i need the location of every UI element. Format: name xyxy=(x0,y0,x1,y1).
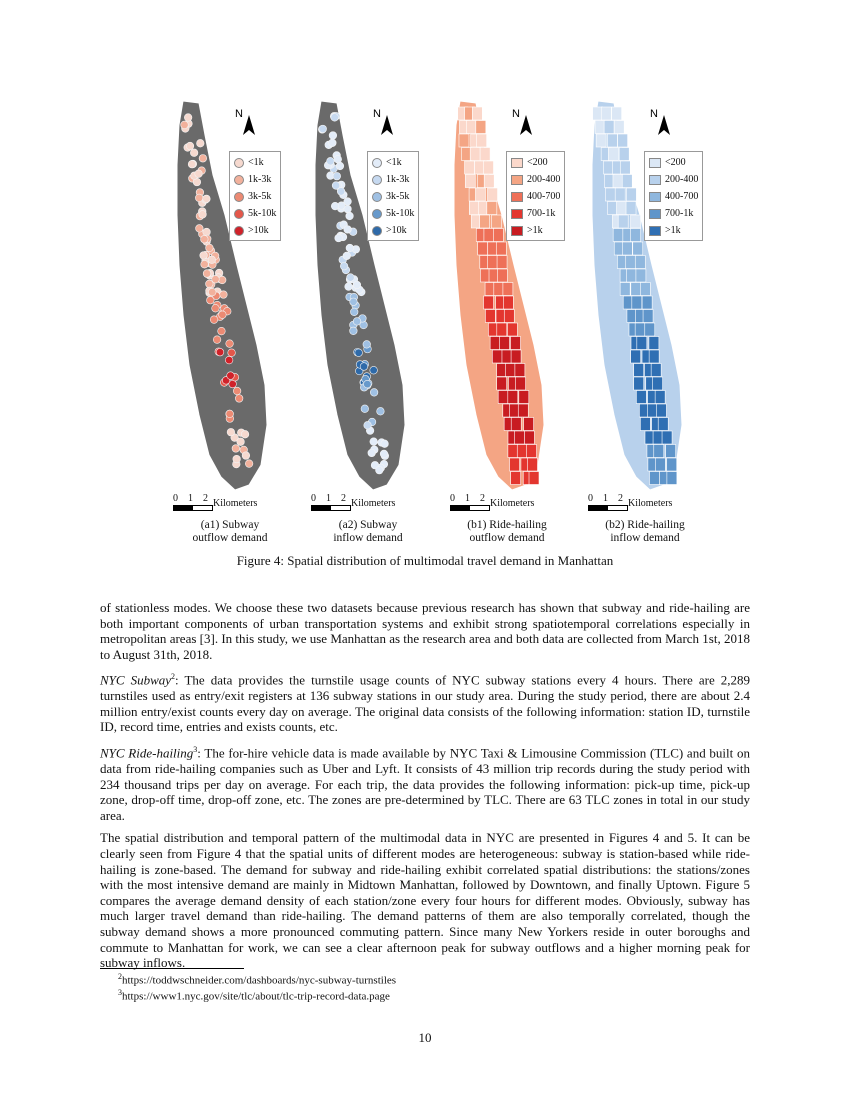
subway-station xyxy=(241,430,249,438)
legend-item xyxy=(372,222,414,239)
legend-swatch xyxy=(372,226,382,236)
tlc-zone xyxy=(605,188,615,201)
tlc-zone xyxy=(511,418,521,431)
subway-station xyxy=(340,262,348,270)
tlc-zone xyxy=(502,350,512,363)
subway-station xyxy=(377,407,385,415)
tlc-zone xyxy=(515,431,525,444)
legend-label: 3k-5k xyxy=(386,191,410,202)
tlc-zone xyxy=(485,310,495,323)
map-legend xyxy=(367,151,419,241)
tlc-zone xyxy=(519,391,529,404)
subway-station xyxy=(355,349,363,357)
legend-swatch xyxy=(234,226,244,236)
tlc-zone xyxy=(654,445,664,458)
tlc-zone xyxy=(603,161,613,174)
tlc-zone xyxy=(633,242,643,255)
tlc-zone xyxy=(527,445,537,458)
legend-item xyxy=(511,171,560,188)
subway-station xyxy=(333,172,341,180)
tlc-zone xyxy=(656,404,666,417)
tlc-zone xyxy=(631,350,641,363)
subway-station xyxy=(203,195,211,203)
subway-station xyxy=(347,274,355,282)
legend-label: <1k xyxy=(248,157,264,168)
subway-station xyxy=(361,405,369,413)
subway-station xyxy=(350,308,358,316)
subway-station xyxy=(353,281,361,289)
panel-caption: (a2) Subway inflow demand xyxy=(333,519,403,544)
tlc-zone xyxy=(618,134,628,147)
subway-station xyxy=(319,125,327,133)
tlc-zone xyxy=(503,283,513,296)
tlc-zone xyxy=(500,337,510,350)
tlc-zone xyxy=(475,161,485,174)
tlc-zone xyxy=(524,418,534,431)
tlc-zone xyxy=(496,242,506,255)
tlc-zone xyxy=(508,391,518,404)
tlc-zone xyxy=(635,256,645,269)
subway-station xyxy=(368,449,376,457)
map-panel-a1 xyxy=(165,95,295,555)
legend-swatch xyxy=(511,209,523,219)
subway-station xyxy=(232,445,240,453)
tlc-zone xyxy=(640,418,650,431)
map-legend xyxy=(644,151,703,241)
scale-bar: 0 1 2 Kilometers xyxy=(173,493,258,509)
legend-label: 700-1k xyxy=(665,208,694,219)
tlc-zone xyxy=(640,283,650,296)
panel-caption: (b2) Ride-hailing inflow demand xyxy=(605,519,685,544)
subway-station xyxy=(370,438,378,446)
subway-station xyxy=(364,421,372,429)
figure-4 xyxy=(165,95,699,555)
legend-label: <200 xyxy=(527,157,548,168)
legend-label: 1k-3k xyxy=(386,174,410,185)
tlc-zone xyxy=(648,404,658,417)
tlc-zone xyxy=(467,121,477,134)
legend-label: 200-400 xyxy=(665,174,699,185)
subway-station xyxy=(345,283,353,291)
scale-bar: 0 1 2 Kilometers xyxy=(588,493,673,509)
tlc-zone xyxy=(607,134,617,147)
legend-item xyxy=(234,205,276,222)
legend-item xyxy=(511,188,560,205)
north-arrow-icon xyxy=(381,115,393,135)
tlc-zone xyxy=(651,364,661,377)
tlc-zone xyxy=(667,458,677,471)
north-arrow-label: N xyxy=(235,108,243,120)
tlc-zone xyxy=(483,161,493,174)
subway-station xyxy=(226,410,234,418)
subway-station xyxy=(346,212,354,220)
paragraph: NYC Subway$^2$: The data provides the turnstile usage counts of NYC subway stations every 4 hours. There are 2,289 turnstiles used as entry/exit registers at 136 subway stations in our study area. During the study period, there are about 2.4 million entry/exist counts every day on average. The original data consists of the following information: station ID, turnstile ID, record time, entries and exists counts, etc. xyxy=(100,672,750,735)
tlc-zone xyxy=(476,121,486,134)
legend-label: 700-1k xyxy=(527,208,556,219)
tlc-zone xyxy=(631,229,641,242)
legend-swatch xyxy=(372,209,382,219)
tlc-zone xyxy=(653,431,663,444)
subway-station xyxy=(360,363,368,371)
subway-station xyxy=(206,244,214,252)
subway-station xyxy=(346,244,354,252)
tlc-zone xyxy=(506,364,516,377)
panel-caption: (b1) Ride-hailing outflow demand xyxy=(467,519,547,544)
legend-item xyxy=(234,222,276,239)
legend-label: <200 xyxy=(665,157,686,168)
legend-label: 400-700 xyxy=(665,191,699,202)
legend-swatch xyxy=(511,226,523,236)
tlc-zone xyxy=(484,296,494,309)
tlc-zone xyxy=(604,121,614,134)
subway-station xyxy=(245,460,253,468)
tlc-zone xyxy=(596,134,606,147)
tlc-zone xyxy=(484,175,494,188)
tlc-zone xyxy=(484,229,494,242)
tlc-zone xyxy=(524,431,534,444)
tlc-zone xyxy=(465,175,475,188)
tlc-zone xyxy=(488,256,498,269)
subway-station xyxy=(242,452,250,460)
subway-station xyxy=(195,194,203,202)
tlc-zone xyxy=(510,458,520,471)
tlc-zone xyxy=(622,242,632,255)
subway-station xyxy=(336,162,344,170)
north-arrow-icon xyxy=(658,115,670,135)
paragraph: of stationless modes. We choose these two datasets because previous research has shown that subway and ride-hailing are both important components of urban transportation systems and exhibit strong spatiotemporal correlations especially in metropolitan areas [3]. In this study, we use Manhattan as the research area and both data are collected from March 1st, 2018 to August 31th, 2018. xyxy=(100,600,750,662)
legend-label: >10k xyxy=(386,225,407,236)
legend-item xyxy=(234,171,276,188)
north-arrow-icon xyxy=(243,115,255,135)
legend-item xyxy=(511,154,560,171)
tlc-zone xyxy=(477,134,487,147)
tlc-zone xyxy=(497,256,507,269)
north-arrow-label: N xyxy=(373,108,381,120)
legend-item xyxy=(234,154,276,171)
tlc-zone xyxy=(470,148,480,161)
subway-station xyxy=(380,450,388,458)
tlc-zone xyxy=(528,458,538,471)
legend-swatch xyxy=(372,158,382,168)
map-panel-b2 xyxy=(580,95,710,555)
subway-station xyxy=(364,380,372,388)
subway-station xyxy=(210,316,218,324)
footnote: $^2$https://toddwschneider.com/dashboards/nyc-subway-turnstiles xyxy=(118,972,397,987)
subway-station xyxy=(353,318,361,326)
subway-station xyxy=(218,327,226,335)
legend-swatch xyxy=(649,158,661,168)
tlc-zone xyxy=(494,283,504,296)
tlc-zone xyxy=(622,175,632,188)
subway-station xyxy=(381,440,389,448)
tlc-zone xyxy=(469,202,479,215)
legend-swatch xyxy=(372,192,382,202)
map-panel-a2 xyxy=(303,95,433,555)
tlc-zone xyxy=(635,323,645,336)
tlc-zone xyxy=(480,215,490,228)
legend-label: 5k-10k xyxy=(386,208,415,219)
tlc-zone xyxy=(510,337,520,350)
tlc-zone xyxy=(612,107,622,120)
tlc-zone xyxy=(493,229,503,242)
subway-station xyxy=(201,260,209,268)
north-arrow-label: N xyxy=(512,108,520,120)
subway-station xyxy=(213,336,221,344)
subway-station xyxy=(227,372,235,380)
subway-station xyxy=(201,235,209,243)
subway-station xyxy=(344,198,352,206)
paragraph: The spatial distribution and temporal pattern of the multimodal data in NYC are presented in Figures 4 and 5. It can be clearly seen from Figure 4 that the spatial units of different modes are heterogeneous: subway is station-based while ride-hailing is zone-based. The demand for subway and ride-hailing exhibit correlated spatial distributions: the stations/zones with the most intensive demand are mainly in Midtown Manhattan, followed by Downtown, and finally Uptown. Figure 5 compares the average demand density of each station/zone every four hours for different modes. Obviously, subway has much larger travel demand than ride-hailing. The demand patterns of them are also temporally correlated, though the subway demand shows a more pronounced commuting pattern. Since many New Yorkers reside in outer boroughs and commute to Manhattan for work, we can see a clear afternoon peak for subway outflows and a higher morning peak for subway inflows. xyxy=(100,830,750,971)
tlc-zone xyxy=(662,431,672,444)
north-arrow-icon xyxy=(520,115,532,135)
subway-station xyxy=(181,121,189,129)
tlc-zone xyxy=(636,391,646,404)
subway-station xyxy=(216,348,224,356)
tlc-zone xyxy=(626,202,636,215)
legend-swatch xyxy=(511,192,523,202)
subway-station xyxy=(219,311,227,319)
legend-swatch xyxy=(234,209,244,219)
subway-station xyxy=(218,276,226,284)
tlc-zone xyxy=(459,134,469,147)
tlc-zone xyxy=(626,188,636,201)
subway-station xyxy=(370,389,378,397)
tlc-zone xyxy=(516,377,526,390)
tlc-zone xyxy=(478,242,488,255)
subway-station xyxy=(186,142,194,150)
figure-caption: Figure 4: Spatial distribution of multimodal travel demand in Manhattan xyxy=(236,553,614,568)
legend-label: 200-400 xyxy=(527,174,561,185)
tlc-zone xyxy=(507,323,517,336)
legend-swatch xyxy=(511,175,523,185)
tlc-zone xyxy=(620,161,630,174)
subway-station xyxy=(343,252,351,260)
tlc-zone xyxy=(643,310,653,323)
tlc-zone xyxy=(613,229,623,242)
page-number: 10 xyxy=(418,1030,432,1045)
subway-station xyxy=(226,340,234,348)
tlc-zone xyxy=(472,107,482,120)
tlc-zone xyxy=(508,445,518,458)
tlc-zone xyxy=(666,445,676,458)
tlc-zone xyxy=(475,188,485,201)
subway-station xyxy=(331,202,339,210)
legend-label: >1k xyxy=(665,225,681,236)
legend-item xyxy=(649,188,698,205)
tlc-zone xyxy=(518,404,528,417)
subway-station xyxy=(227,428,235,436)
tlc-zone xyxy=(503,296,513,309)
subway-station xyxy=(220,291,228,299)
legend-item xyxy=(372,205,414,222)
legend-item xyxy=(372,188,414,205)
tlc-zone xyxy=(511,472,521,485)
tlc-zone xyxy=(614,121,624,134)
tlc-zone xyxy=(613,175,623,188)
legend-label: 5k-10k xyxy=(248,208,277,219)
subway-station xyxy=(225,356,233,364)
legend-item xyxy=(372,171,414,188)
tlc-zone xyxy=(655,391,665,404)
subway-station xyxy=(363,341,371,349)
subway-station xyxy=(344,226,352,234)
tlc-zone xyxy=(649,337,659,350)
map-legend xyxy=(506,151,565,241)
tlc-zone xyxy=(595,121,605,134)
tlc-zone xyxy=(636,269,646,282)
tlc-zone xyxy=(616,202,626,215)
tlc-zone xyxy=(667,472,677,485)
tlc-zone xyxy=(497,364,507,377)
map-panel-b1 xyxy=(442,95,572,555)
legend-item xyxy=(511,205,560,222)
subway-station xyxy=(350,327,358,335)
legend-item xyxy=(649,222,698,239)
subway-station xyxy=(197,139,205,147)
tlc-zone xyxy=(504,310,514,323)
tlc-zone xyxy=(487,202,497,215)
tlc-zone xyxy=(655,458,665,471)
subway-station xyxy=(331,114,339,122)
legend-item xyxy=(372,154,414,171)
legend-label: >10k xyxy=(248,225,269,236)
subway-station xyxy=(212,275,220,283)
legend-item xyxy=(511,222,560,239)
subway-station xyxy=(233,455,241,463)
tlc-zone xyxy=(634,377,644,390)
tlc-zone xyxy=(634,364,644,377)
tlc-zone xyxy=(653,377,663,390)
tlc-zone xyxy=(631,283,641,296)
tlc-zone xyxy=(511,350,521,363)
tlc-zone xyxy=(620,283,630,296)
legend-swatch xyxy=(649,226,661,236)
tlc-zone xyxy=(529,472,539,485)
subway-station xyxy=(335,234,343,242)
tlc-zone xyxy=(490,337,500,350)
paragraph: NYC Ride-hailing$^3$: The for-hire vehicle data is made available by NYC Taxi & Limousine Commission (TLC) and built on data from ride-hailing companies such as Uber and Lyft. It consists of 43 million trip records during the study period with 234 thousand trips per day on average. For each trip, the data provides the following information: pick-up time, pick-up zone, drop-off time, drop-off zone, etc. The zones are pre-determined by TLC. There are 63 TLC zones in total in our study area. xyxy=(100,745,750,823)
subway-station xyxy=(208,256,216,264)
tlc-zone xyxy=(601,107,611,120)
subway-station xyxy=(329,139,337,147)
legend-label: >1k xyxy=(527,225,543,236)
tlc-zone xyxy=(615,188,625,201)
subway-station xyxy=(199,211,207,219)
tlc-zone xyxy=(497,377,507,390)
subway-station xyxy=(327,157,335,165)
subway-station xyxy=(208,288,216,296)
map-legend xyxy=(229,151,281,241)
legend-label: 400-700 xyxy=(527,191,561,202)
tlc-zone xyxy=(497,269,507,282)
tlc-zone xyxy=(626,256,636,269)
legend-swatch xyxy=(372,175,382,185)
subway-station xyxy=(195,170,203,178)
tlc-zone xyxy=(632,296,642,309)
legend-swatch xyxy=(649,209,661,219)
subway-station xyxy=(370,366,378,374)
subway-station xyxy=(184,114,192,122)
subway-station xyxy=(212,304,220,312)
tlc-zone xyxy=(608,202,618,215)
subway-station xyxy=(350,298,358,306)
subway-station xyxy=(196,225,204,233)
subway-station xyxy=(190,149,198,157)
subway-station xyxy=(376,466,384,474)
legend-label: 3k-5k xyxy=(248,191,272,202)
scale-bar: 0 1 2 Kilometers xyxy=(450,493,535,509)
tlc-zone xyxy=(488,188,498,201)
subway-station xyxy=(203,270,211,278)
tlc-zone xyxy=(631,215,641,228)
legend-item xyxy=(234,188,276,205)
subway-station xyxy=(233,387,241,395)
legend-swatch xyxy=(234,175,244,185)
subway-station xyxy=(237,438,245,446)
tlc-zone xyxy=(492,350,502,363)
legend-item xyxy=(649,154,698,171)
tlc-zone xyxy=(645,323,655,336)
panel-caption: (a1) Subway outflow demand xyxy=(192,519,268,544)
subway-station xyxy=(199,154,207,162)
tlc-zone xyxy=(515,364,525,377)
tlc-zone xyxy=(649,350,659,363)
footnote: $^3$https://www1.nyc.gov/site/tlc/about/tlc-trip-record-data.page xyxy=(118,988,390,1003)
tlc-zone xyxy=(627,269,637,282)
tlc-zone xyxy=(480,148,490,161)
body-text xyxy=(100,600,750,978)
tlc-zone xyxy=(642,296,652,309)
tlc-zone xyxy=(498,391,508,404)
tlc-zone xyxy=(497,323,507,336)
subway-station xyxy=(188,160,196,168)
tlc-zone xyxy=(465,161,475,174)
legend-swatch xyxy=(234,158,244,168)
tlc-zone xyxy=(517,445,527,458)
legend-label: 1k-3k xyxy=(248,174,272,185)
tlc-zone xyxy=(618,215,628,228)
subway-station xyxy=(228,349,236,357)
subway-station xyxy=(235,395,243,403)
tlc-zone xyxy=(619,148,629,161)
tlc-zone xyxy=(491,215,501,228)
tlc-zone xyxy=(608,148,618,161)
subway-station xyxy=(200,252,208,260)
tlc-zone xyxy=(649,472,659,485)
legend-swatch xyxy=(649,192,661,202)
legend-label: <1k xyxy=(386,157,402,168)
tlc-zone xyxy=(658,418,668,431)
tlc-zone xyxy=(637,337,647,350)
scale-bar: 0 1 2 Kilometers xyxy=(311,493,396,509)
legend-swatch xyxy=(511,158,523,168)
legend-item xyxy=(649,171,698,188)
subway-station xyxy=(329,132,337,140)
legend-item xyxy=(649,205,698,222)
subway-station xyxy=(332,182,340,190)
footnote-rule xyxy=(100,968,244,969)
subway-station xyxy=(203,228,211,236)
north-arrow-label: N xyxy=(650,108,658,120)
legend-swatch xyxy=(234,192,244,202)
subway-station xyxy=(207,296,215,304)
legend-swatch xyxy=(649,175,661,185)
subway-station xyxy=(334,155,342,163)
